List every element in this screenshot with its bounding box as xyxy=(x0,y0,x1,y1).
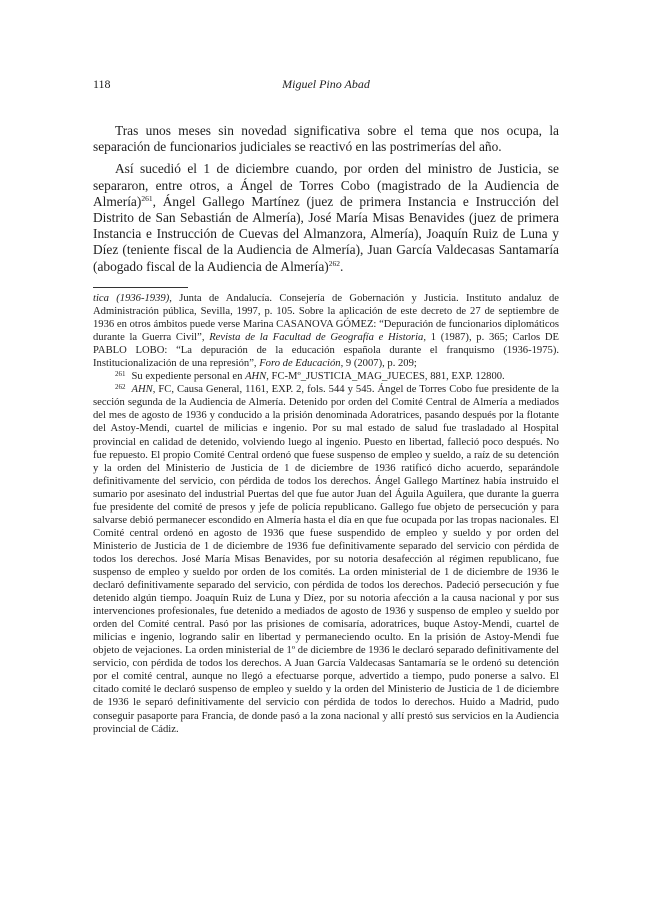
footnote-text: , Junta de Andalucía. Consejería de Gobernación y Justicia. Instituto andaluz de Administración pública, Sevilla, 1997, p. 105. Sobre la aplicación de este decreto de 27 de septiembre de 1936 en otros ámbitos puede verse Marina CASANOVA GÓMEZ: “Depuración de funcionarios diplomáticos durante la Guerra Civil”, xyxy=(93,293,559,344)
footnote-text: , FC-Mº_JUSTICIA_MAG_JUECES, 881, EXP. 12800. xyxy=(266,371,505,383)
footnote-261 xyxy=(93,370,559,383)
footnote-italic: Foro de Educación xyxy=(259,358,341,370)
footnote-number: 262 xyxy=(115,383,126,392)
footnote-italic: Revista de la Facultad de Geografía e Historia xyxy=(209,332,424,344)
paragraph-2-text: Así sucedió el 1 de diciembre cuando, por orden del ministro de Justicia, se separaron, entre otros, a Ángel de Torres Cobo (magistrado de la Audiencia de Almería) xyxy=(93,161,559,209)
footnote-text: Su expediente personal en xyxy=(131,371,246,383)
footnote-italic: tica (1936-1939) xyxy=(93,293,170,304)
footnote-262 xyxy=(93,383,559,735)
running-head: Miguel Pino Abad xyxy=(282,77,370,91)
paragraph-2 xyxy=(93,161,559,274)
footnote-ref-261[interactable]: 261 xyxy=(141,193,153,203)
footnote-text: , 1 (1987), p. 365; Carlos DE PABLO LOBO: “La depuración de la educación española durante el franquismo (1936-1975). Institucionalización de una represión”, xyxy=(93,332,559,370)
page-number: 118 xyxy=(93,77,111,91)
footnote-continuation xyxy=(93,292,559,370)
footnote-text: , 9 (2007), p. 209; xyxy=(340,358,417,370)
page-header xyxy=(93,77,559,93)
footnote-number: 261 xyxy=(115,370,126,379)
paragraph-1: Tras unos meses sin novedad significativa sobre el tema que nos ocupa, la separación de funcionarios judiciales se reactivó en las postrimerías del año. xyxy=(93,123,559,155)
footnote-ref-262[interactable]: 262 xyxy=(328,258,340,268)
footnote-separator xyxy=(93,287,188,288)
footnotes xyxy=(93,292,559,736)
footnote-text: , FC, Causa General, 1161, EXP. 2, fols. 544 y 545. Ángel de Torres Cobo fue presidente de la sección segunda de la Audiencia de Almería. Detenido por orden del Comité Central de Almería a mediados del mes de agosto de 1936 y conducido a la prisión denominada Adoratrices, pasando después por la flotante del Astoy-Mendi, cuartel de milicias e ingenio. Por su mal estado de salud fue trasladado al Hospital provincial en calidad de detenido, volviendo luego al ingenio. Puesto en libertad, falleció poco después. No fue repuesto. El propio Comité Central ordenó que fuese suspenso de empleo y sueldo, a raíz de su detención y la orden del Ministerio de Justicia de 1 de diciembre de 1936 ratificó dicho acuerdo, separándole definitivamente del servicio, con pérdida de todos los derechos. Ángel Gallego Martínez había instruido el sumario por asesinato del industrial Puertas del que fue autor Juan del Águila Aguilera, que durante la guerra fue presidente del comité de presos y jefe de policía republicano. Gallego fue objeto de persecución y para salvarse debió permanecer escondido en Almería hasta el día en que fue ocupada por las tropas nacionales. El Comité central ordenó en agosto de 1936 que fuese suspendido de empleo y sueldo y por orden del Ministerio de Justicia de 1 de diciembre de 1936 fue definitivamente separado del servicio con pérdida de todos los derechos. José María Misas Benavides, por su notoria desafección al régimen republicano, fue suspenso de empleo y sueldo por orden de los comités. La orden ministerial de 1 de diciembre de 1936 le declaró definitivamente separado del servicio, con pérdida de todos los derechos. Padeció persecución y fue detenido algún tiempo. Joaquín Ruiz de Luna y Díez, por su notoria afección a la causa nacional y por sus intervenciones profesionales, fue detenido a mediados de agosto de 1936 y suspenso de empleo y sueldo por orden del Comité central. Pasó por las prisiones de comisaría, adoratrices, buque Astoy-Mendi, cuartel de milicias e ingenio, logrando salir en libertad y permaneciendo oculto. En la prisión de Astoy-Mendi fue objeto de vejaciones. La orden ministerial de 1º de diciembre de 1936 le declaró separado definitivamente del servicio, con pérdida de todos los derechos. A Juan García Valdecasas Santamaría se le ordenó su detención por el comité central, aunque no llegó a efectuarse porque, advertido a tiempo, pudo ponerse a salvo. El citado comité le declaró suspenso de empleo y sueldo y la orden del Ministerio de Justicia de 1 de diciembre de 1936 le separó definitivamente del servicio con pérdida de todos lo derechos. Huido a Madrid, pudo conseguir pasaporte para Francia, de donde pasó a la zona nacional y allí prestó sus servicios en la Audiencia provincial de Cádiz. xyxy=(93,384,559,735)
main-text xyxy=(93,123,559,281)
footnote-italic: AHN xyxy=(245,371,267,383)
paragraph-2-text-b: , Ángel Gallego Martínez (juez de primera Instancia e Instrucción del Distrito de San Sebastián de Almería), José María Misas Benavides (juez de primera Instancia e Instrucción de Cuevas del Almanzora, Almería), Joaquín Ruiz de Luna y Díez (teniente fiscal de la Audiencia de Almería), Juan García Valdecasas Santamaría (abogado fiscal de la Audiencia de Almería) xyxy=(93,193,559,274)
footnote-italic: AHN xyxy=(131,384,153,396)
paragraph-2-end: . xyxy=(339,258,344,274)
